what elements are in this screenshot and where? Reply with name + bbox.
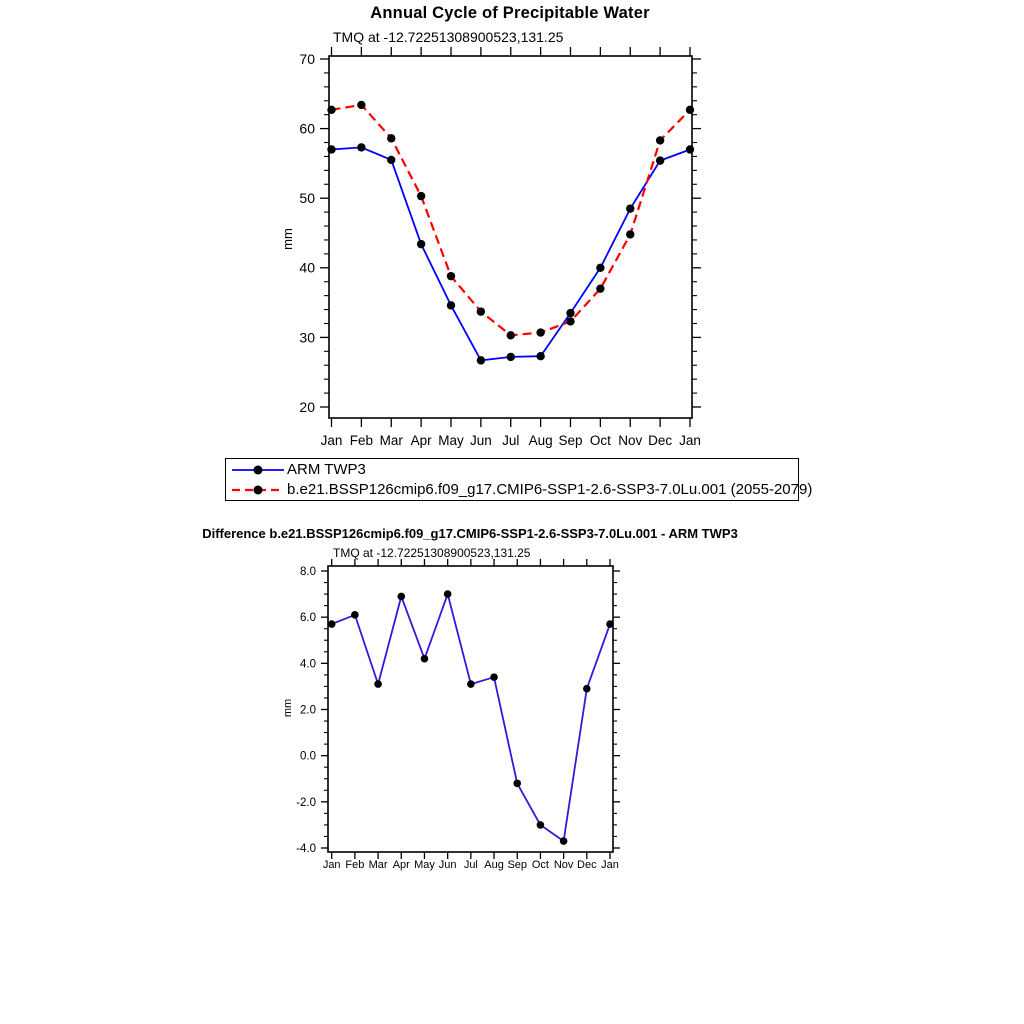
data-point	[447, 301, 455, 309]
data-point	[327, 145, 335, 153]
data-point	[606, 620, 614, 628]
data-point	[583, 685, 591, 693]
data-point	[374, 680, 382, 688]
y-tick-label: 40	[299, 259, 315, 276]
y-tick-label: 0.0	[300, 750, 316, 763]
x-tick-label: Oct	[531, 859, 549, 871]
annual-cycle-y-axis-label: mm	[279, 228, 295, 250]
data-point	[560, 837, 568, 845]
difference-subtitle: TMQ at -12.72251308900523,131.25	[333, 546, 531, 560]
difference-title: Difference b.e21.BSSP126cmip6.f09_g17.CMIP6-SSP1-2.6-SSP3-7.0Lu.001 - ARM TWP3	[202, 526, 738, 541]
plot-frame	[328, 566, 613, 852]
data-point	[536, 352, 544, 360]
data-point	[467, 680, 475, 688]
series-line	[332, 147, 691, 360]
y-tick-label: 2.0	[300, 704, 316, 717]
x-tick-label: Nov	[618, 433, 643, 448]
obs-line-swatch	[229, 461, 287, 479]
plot-frame	[329, 56, 692, 418]
data-point	[626, 230, 634, 238]
y-tick-label: 50	[299, 190, 315, 207]
annual-cycle-plot	[299, 47, 701, 448]
annual-cycle-subtitle: TMQ at -12.72251308900523,131.25	[333, 29, 564, 45]
x-tick-label: Feb	[345, 859, 365, 871]
data-point	[596, 264, 604, 272]
data-point	[357, 143, 365, 151]
x-tick-label: Jul	[463, 859, 478, 871]
data-point	[397, 593, 405, 601]
y-tick-label: 20	[299, 398, 315, 415]
y-tick-label: 60	[299, 120, 315, 137]
series-line	[332, 105, 691, 335]
x-tick-label: Jun	[438, 859, 457, 871]
x-tick-label: Dec	[648, 433, 673, 448]
x-tick-label: Apr	[392, 859, 410, 871]
data-point	[686, 145, 694, 153]
legend-label-obs: ARM TWP3	[287, 460, 366, 478]
data-point	[417, 192, 425, 200]
y-tick-label: -4.0	[296, 843, 316, 856]
x-tick-label: Jun	[469, 433, 492, 448]
x-tick-label: Aug	[528, 433, 553, 448]
x-tick-label: Jul	[502, 433, 520, 448]
data-point	[656, 156, 664, 164]
data-point	[477, 356, 485, 364]
x-tick-label: May	[414, 859, 435, 871]
data-point	[507, 353, 515, 361]
data-point	[490, 673, 498, 681]
model-line-swatch	[229, 481, 287, 499]
x-tick-label: Jan	[601, 859, 619, 871]
data-point	[507, 331, 515, 339]
data-point	[327, 106, 335, 114]
data-point	[351, 611, 359, 619]
annual-cycle-title: Annual Cycle of Precipitable Water	[370, 4, 650, 22]
data-point	[596, 284, 604, 292]
y-tick-label: 8.0	[300, 566, 316, 579]
data-point	[686, 106, 694, 114]
y-tick-label: -2.0	[296, 796, 316, 809]
x-tick-label: Sep	[507, 859, 528, 871]
data-point	[417, 240, 425, 248]
data-point	[421, 655, 429, 663]
x-tick-label: Mar	[379, 433, 403, 448]
data-point	[537, 821, 545, 829]
x-axis	[321, 47, 701, 448]
series-line	[332, 594, 610, 841]
data-point	[357, 101, 365, 109]
x-tick-label: Aug	[484, 859, 504, 871]
x-tick-label: Nov	[553, 859, 574, 871]
x-axis	[323, 559, 619, 871]
x-tick-label: Feb	[349, 433, 374, 448]
data-point	[566, 309, 574, 317]
x-tick-label: Oct	[589, 433, 611, 448]
data-point	[656, 136, 664, 144]
x-tick-label: Jan	[679, 433, 701, 448]
x-tick-label: Dec	[577, 859, 597, 871]
data-point	[387, 156, 395, 164]
data-point	[566, 317, 574, 325]
difference-y-axis-label: mm	[282, 698, 294, 718]
data-point	[626, 204, 634, 212]
y-axis	[296, 566, 620, 855]
data-point	[477, 307, 485, 315]
x-tick-label: Sep	[558, 433, 583, 448]
difference-plot	[296, 559, 620, 871]
legend-item-model	[229, 480, 813, 500]
data-point	[513, 780, 521, 788]
x-tick-label: Apr	[410, 433, 432, 448]
x-tick-label: Jan	[320, 433, 343, 448]
x-tick-label: May	[438, 433, 464, 448]
data-point	[444, 590, 452, 598]
y-axis	[299, 51, 701, 415]
y-tick-label: 70	[299, 50, 315, 67]
legend-box	[225, 458, 813, 501]
data-point	[328, 620, 336, 628]
y-tick-label: 30	[299, 329, 315, 346]
x-tick-label: Mar	[368, 859, 388, 871]
data-point	[387, 134, 395, 142]
data-point	[447, 272, 455, 280]
x-tick-label: Jan	[322, 859, 341, 871]
legend-item-obs	[229, 460, 798, 480]
y-tick-label: 4.0	[300, 658, 316, 671]
data-point	[536, 328, 544, 336]
legend-label-model: b.e21.BSSP126cmip6.f09_g17.CMIP6-SSP1-2.6-SSP3-7.0Lu.001 (2055-2079)	[287, 480, 813, 498]
y-tick-label: 6.0	[300, 612, 316, 625]
